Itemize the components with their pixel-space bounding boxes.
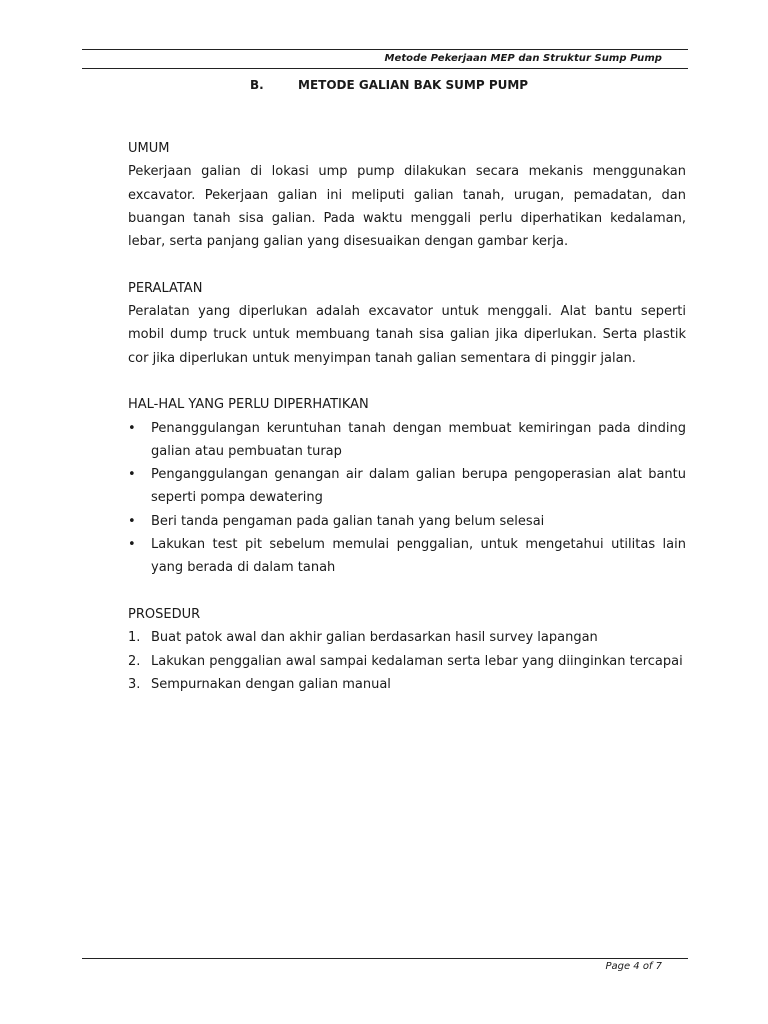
page-footer [82,958,688,972]
list-item [128,626,686,649]
list-item [128,510,686,533]
umum-paragraph: Pekerjaan galian di lokasi ump pump dilakukan secara mekanis menggunakan excavator. Pekerjaan galian ini meliputi galian tanah, urugan, pemadatan, dan buangan tanah sisa galian. Pada waktu menggali perlu diperhatikan kedalaman, lebar, serta panjang galian yang disesuaikan dengan gambar kerja. [128,164,686,250]
list-item-text: Sempurnakan dengan galian manual [151,676,391,692]
list-item-text: Lakukan penggalian awal sampai kedalaman serta lebar yang diinginkan tercapai [151,653,683,669]
bullet-marker: • [128,467,136,483]
list-item [128,673,686,696]
bullet-marker: • [128,420,136,436]
umum-heading: UMUM [128,141,170,156]
running-header-title: Metode Pekerjaan MEP dan Struktur Sump Pump [384,53,662,64]
section-umum [128,137,686,253]
peralatan-heading: PERALATAN [128,280,203,296]
section-prosedur [128,603,686,696]
document-body [128,137,686,719]
section-number: B. [250,78,264,92]
step-number: 1. [128,630,141,646]
peralatan-paragraph: Peralatan yang diperlukan adalah excavator untuk menggali. Alat bantu seperti mobil dump truck untuk membuang tanah sisa galian jika diperlukan. Serta plastik cor jika diperlukan untuk menyimpan tanah galian sementara di pinggir jalan. [128,304,686,366]
list-item [128,417,686,464]
prosedur-heading: PROSEDUR [128,606,201,622]
step-number: 2. [128,653,141,669]
section-title-text: METODE GALIAN BAK SUMP PUMP [298,78,529,92]
section-hal-hal [128,393,686,579]
list-item [128,650,686,673]
list-item-text: Penanggulangan keruntuhan tanah dengan membuat kemiringan pada dinding galian atau pembuatan turap [151,420,686,459]
list-item-text: Beri tanda pengaman pada galian tanah yang belum selesai [151,513,545,529]
hal-hal-heading: HAL-HAL YANG PERLU DIPERHATIKAN [128,397,369,413]
prosedur-list [128,626,686,696]
page-number: Page 4 of 7 [605,961,662,972]
step-number: 3. [128,676,141,692]
list-item [128,463,686,510]
list-item [128,533,686,580]
list-item-text: Penganggulangan genangan air dalam galian berupa pengoperasian alat bantu seperti pompa dewatering [151,467,686,506]
section-peralatan [128,277,686,370]
page-header [82,49,688,69]
list-item-text: Lakukan test pit sebelum memulai penggalian, untuk mengetahui utilitas lain yang berada di dalam tanah [151,537,686,576]
bullet-marker: • [128,513,136,529]
bullet-marker: • [128,537,136,553]
list-item-text: Buat patok awal dan akhir galian berdasarkan hasil survey lapangan [151,630,598,646]
hal-hal-list [128,417,686,580]
